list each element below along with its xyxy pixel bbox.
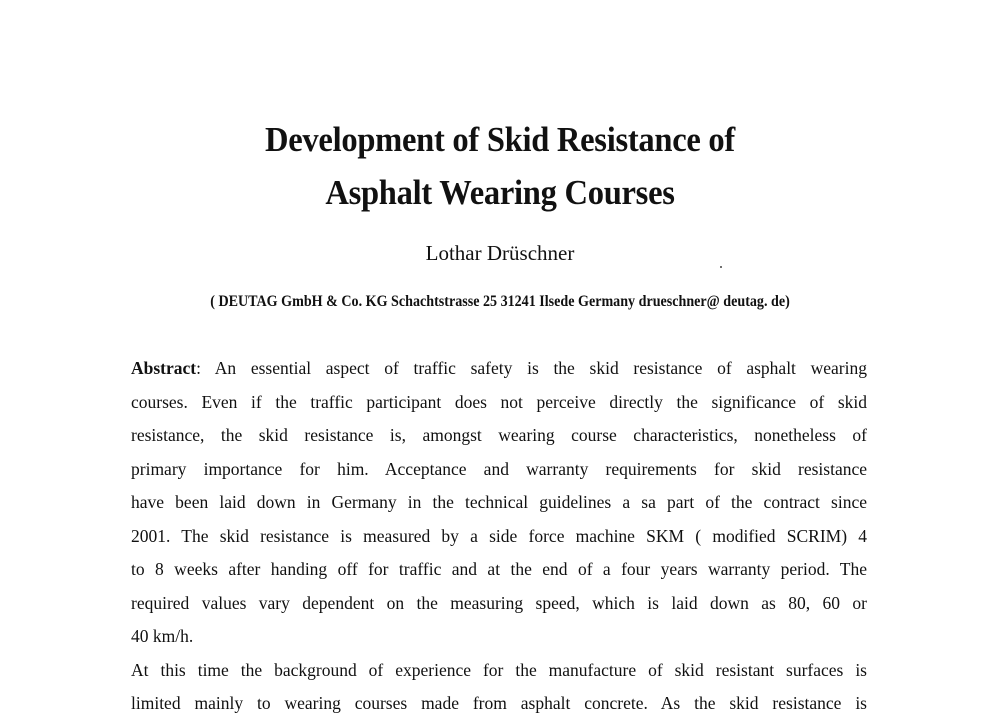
abstract-line: required values vary dependent on the measuring speed, which is laid down as 80, 60 or — [131, 592, 867, 613]
paragraph-line: At this time the background of experience for the manufacture of skid resistant surfaces is — [131, 659, 867, 680]
abstract-line: 2001. The skid resistance is measured by a side force machine SKM ( modified SCRIM) 4 — [131, 525, 867, 546]
abstract-line: to 8 weeks after handing off for traffic and at the end of a four years warranty period. The — [131, 559, 867, 579]
abstract-line: have been laid down in Germany in the technical guidelines a sa part of the contract since — [131, 492, 867, 512]
paper-title-line-2: Asphalt Wearing Courses — [325, 173, 675, 212]
author-name: Lothar Drüschner — [425, 241, 575, 265]
abstract-line — [131, 356, 867, 380]
abstract-line-text: An essential aspect of traffic safety is the skid resistance of asphalt wearing — [214, 358, 867, 378]
paragraph-line: limited mainly to wearing courses made from asphalt concrete. As the skid resistance is — [131, 693, 867, 713]
abstract-line: primary importance for him. Acceptance and warranty requirements for skid resistance — [131, 458, 867, 479]
paper-title-line-1: Development of Skid Resistance of — [265, 120, 735, 159]
abstract-line: 40 km/h. — [131, 626, 194, 646]
abstract-line: courses. Even if the traffic participant does not perceive directly the significance of skid — [131, 391, 867, 412]
author-affiliation: ( DEUTAG GmbH & Co. KG Schachtstrasse 25 31241 Ilsede Germany drueschner@ deutag. de) — [210, 293, 790, 310]
abstract-separator: : — [196, 358, 201, 378]
abstract-line: resistance, the skid resistance is, amongst wearing course characteristics, nonetheless of — [131, 425, 867, 445]
stray-mark — [720, 266, 722, 268]
abstract-label: Abstract — [131, 358, 197, 378]
